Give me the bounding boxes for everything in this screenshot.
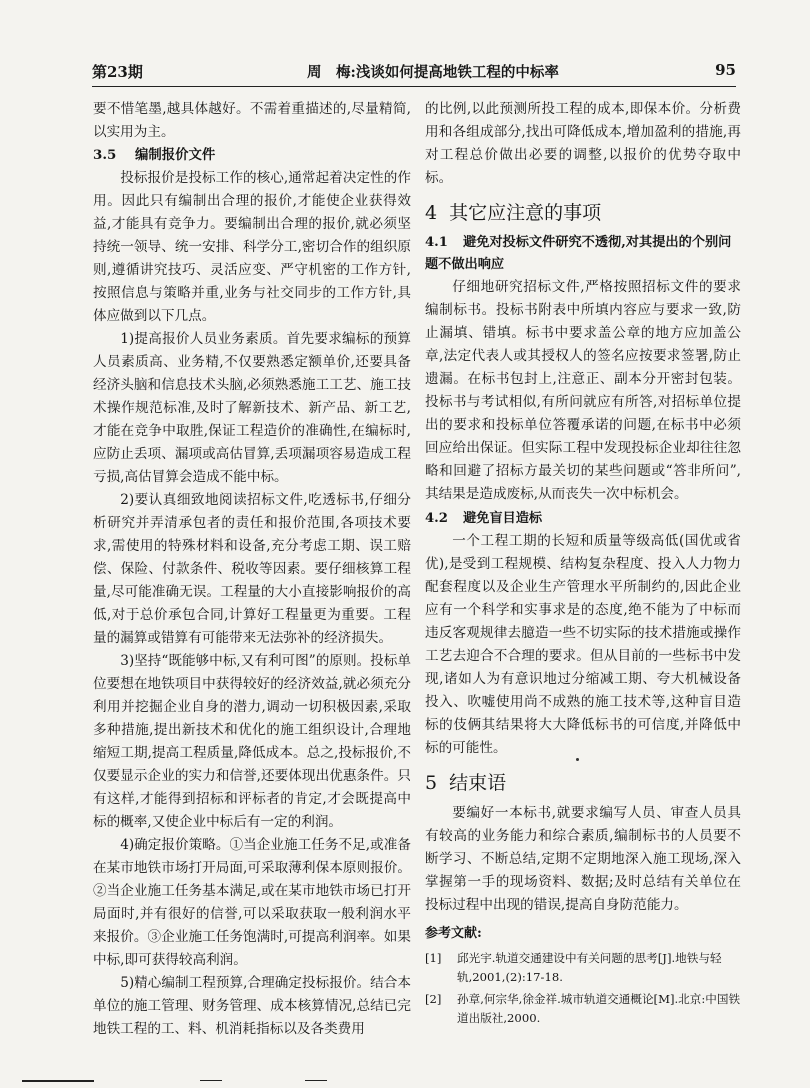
section-title: 其它应注意的事项 <box>449 202 602 224</box>
section-heading-5 <box>425 770 741 796</box>
reference-index: [1] <box>425 951 442 965</box>
reference-item <box>425 990 741 1028</box>
reference-text: 孙章,何宗华,徐金祥.城市轨道交通概论[M].北京:中国铁道出版社,2000. <box>457 992 741 1025</box>
paragraph: 投标报价是投标工作的核心,通常起着决定性的作用。因此只有编制出合理的报价,才能使企业获得效益,才能具有竞争力。要编制出合理的报价,就必须坚持统一领导、统一安排、科学分工,密切合作的组织原则,遵循讲究技巧、灵活应变、严守机密的工作方针,按照信息与策略并重,业务与社交同步的工作方针,具体应做到以下几点。 <box>93 170 411 324</box>
section-number: 3.5 <box>93 147 117 163</box>
paragraph: 3)坚持“既能够中标,又有利可图”的原则。投标单位要想在地铁项目中获得较好的经济效益,就必须充分利用并挖掘企业自身的潜力,调动一切积极因素,采取多种措施,提出新技术和优化的施工组织设计,合理地缩短工期,提高工程质量,降低成本。总之,投标报价,不仅要显示企业的实力和信誉,还要体现出优惠条件。只有这样,才能得到招标和评标者的肯定,才会既提高中标的概率,又使企业中标后有一定的利润。 <box>93 653 411 830</box>
paragraph: 要不惜笔墨,越具体越好。不需着重描述的,尽量精简,以实用为主。 <box>93 101 411 140</box>
section-number: 5 <box>425 772 438 794</box>
subsection-title: 避免对投标文件研究不透彻,对其提出的个别问题不做出响应 <box>425 235 732 272</box>
section-heading-3-5 <box>93 144 411 167</box>
paragraph: 的比例,以此预测所投工程的成本,即保本价。分析费用和各组成部分,找出可降低成本,增加盈利的措施,再对工程总价做出必要的调整,以报价的优势夺取中标。 <box>425 101 741 186</box>
paragraph: 2)要认真细致地阅读招标文件,吃透标书,仔细分析研究并弄清承包者的责任和报价范围,各项技术要求,需使用的特殊材料和设备,充分考虑工期、误工赔偿、保险、付款条件、税收等因素。要仔细核算工程量,尽可能准确无误。工程量的大小直接影响报价的高低,对于总价承包合同,计算好工程量更为重要。工程量的漏算或错算有可能带来无法弥补的经济损失。 <box>93 492 411 646</box>
paragraph: 仔细地研究招标文件,严格按照招标文件的要求编制标书。投标书附表中所填内容应与要求一致,防止漏填、错填。标书中要求盖公章的地方应加盖公章,法定代表人或其授权人的签名应按要求签署,防止遗漏。在标书包封上,注意正、副本分开密封包装。投标书与考试相似,有所问就应有所答,对招标单位提出的要求和投标单位答覆承诺的问题,在标书中必须回应给出保证。但实际工程中发现投标企业却往往忽略和回避了招标方最关切的某些问题或“答非所问”,其结果是造成废标,从而丧失一次中标机会。 <box>425 279 741 502</box>
paragraph: 1)提高报价人员业务素质。首先要求编标的预算人员素质高、业务精,不仅要熟悉定额单价,还要具备经济头脑和信息技术头脑,必须熟悉施工工艺、施工技术操作规范标准,及时了解新技术、新产品、新工艺,才能在竞争中取胜,保证工程造价的准确性,在编标时,应防止丢项、漏项或高估冒算,丢项漏项容易造成工程亏损,高估冒算会造成不能中标。 <box>93 331 411 485</box>
left-column <box>93 98 411 1041</box>
section-heading-4 <box>425 200 741 226</box>
reference-index: [2] <box>425 992 442 1006</box>
paragraph: 一个工程工期的长短和质量等级高低(国优或省优),是受到工程规模、结构复杂程度、投入人力物力配套程度以及企业生产管理水平所制约的,因此企业应有一个科学和实事求是的态度,绝不能为了中标而违反客观规律去臆造一些不切实际的技术措施或操作工艺去迎合不合理的要求。但从目前的一些标书中发现,诸如人为有意识地过分缩减工期、夸大机械设备投入、吹嘘使用尚不成熟的施工技术等,这种盲目造标的伎俩其结果将大大降低标书的可信度,并降低中标的可能性。 <box>425 533 741 756</box>
subsection-heading-4-2 <box>425 508 741 530</box>
footer-rule <box>200 1080 222 1081</box>
section-title: 结束语 <box>449 772 507 794</box>
page-number: 95 <box>715 61 736 79</box>
speck-mark <box>576 758 579 761</box>
subsection-heading-4-1 <box>425 232 741 276</box>
reference-text: 邱光宇.轨道交通建设中有关问题的思考[J].地铁与轻轨,2001,(2):17-18. <box>457 951 722 984</box>
paragraph: 要编好一本标书,就要求编写人员、审查人员具有较高的业务能力和综合素质,编制标书的人员要不断学习、不断总结,定期不定期地深入施工现场,深入掌握第一手的现场资料、数据;及时总结有关单位在投标过程中出现的错误,提高自身防范能力。 <box>425 805 741 913</box>
section-title: 编制报价文件 <box>134 147 216 163</box>
issue-number: 第23期 <box>92 63 143 81</box>
reference-item <box>425 949 741 987</box>
subsection-title: 避免盲目造标 <box>463 511 543 526</box>
subsection-number: 4.2 <box>425 511 448 526</box>
references-title: 参考文献: <box>425 926 482 941</box>
paragraph: 5)精心编制工程预算,合理确定投标报价。结合本单位的施工管理、财务管理、成本核算情况,总结已完地铁工程的工、料、机消耗指标以及各类费用 <box>93 975 411 1037</box>
paragraph: 4)确定报价策略。①当企业施工任务不足,或准备在某市地铁市场打开局面,可采取薄利保本原则报价。②当企业施工任务基本满足,或在某市地铁市场已打开局面时,并有很好的信誉,可以采取获取一般利润水平来报价。③企业施工任务饱满时,可提高利润率。如果中标,即可获得较高利润。 <box>93 837 411 968</box>
footer-rule <box>305 1080 327 1081</box>
running-title: 周 梅:浅谈如何提高地铁工程的中标率 <box>307 64 559 81</box>
section-number: 4 <box>425 202 438 224</box>
right-column <box>425 98 741 1031</box>
header-rule <box>92 86 736 87</box>
running-header <box>92 58 736 84</box>
footer-rule <box>22 1080 94 1082</box>
reference-list <box>425 949 741 1028</box>
subsection-number: 4.1 <box>425 235 448 250</box>
